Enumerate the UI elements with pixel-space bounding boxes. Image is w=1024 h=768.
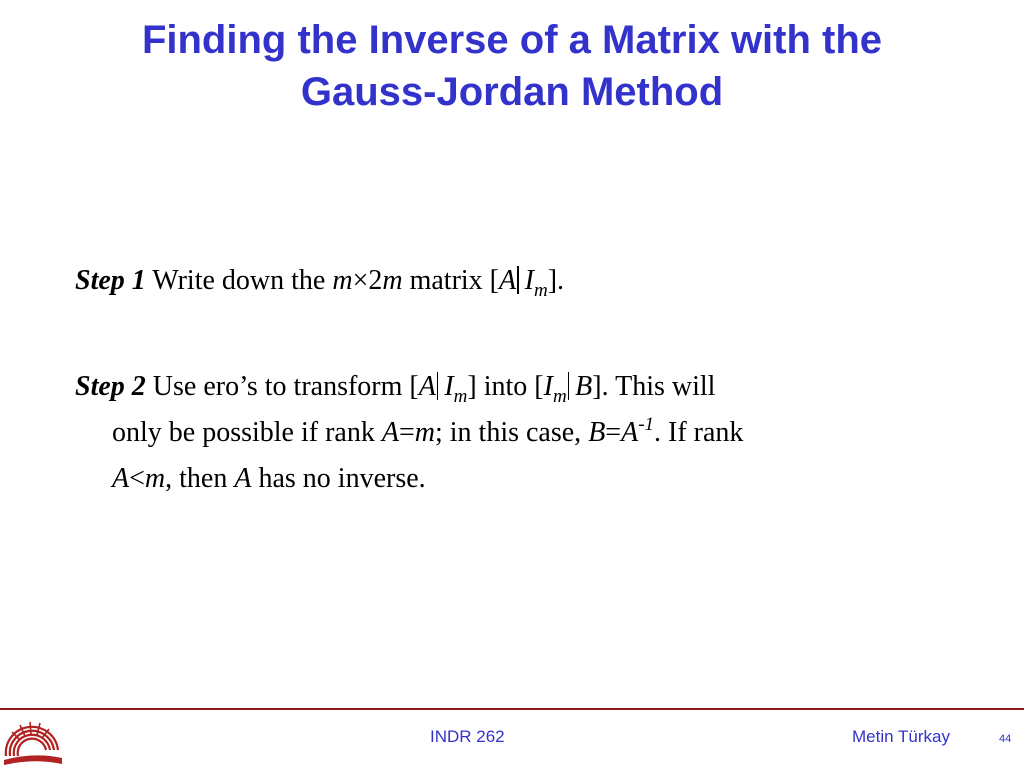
math-subscript-m: m bbox=[533, 280, 548, 301]
step-2-paragraph bbox=[75, 364, 975, 502]
step-2-text: only be possible if rank bbox=[112, 417, 382, 448]
math-A: A bbox=[418, 371, 436, 402]
footer-course: INDR 262 bbox=[430, 727, 505, 746]
math-A: A bbox=[234, 463, 252, 494]
step-2-text: ] into [ bbox=[467, 371, 544, 402]
math-B: B bbox=[575, 371, 593, 402]
augment-bar bbox=[517, 266, 519, 294]
math-subscript-m: m bbox=[453, 386, 468, 407]
slide-title bbox=[20, 14, 1004, 118]
step-2-text: has no inverse. bbox=[251, 463, 426, 494]
step-2-text: . If rank bbox=[654, 417, 744, 448]
math-equals: = bbox=[398, 417, 415, 448]
step-2-text: Use ero’s to transform [ bbox=[152, 371, 419, 402]
math-B: B bbox=[588, 417, 606, 448]
math-m: m bbox=[382, 265, 403, 296]
page-number: 44 bbox=[999, 733, 1012, 745]
step-1-label: Step 1 bbox=[75, 265, 146, 296]
math-m: m bbox=[332, 265, 353, 296]
step-1-text: matrix [ bbox=[402, 265, 500, 296]
math-I: I bbox=[543, 371, 553, 402]
title-line-1: Finding the Inverse of a Matrix with the bbox=[141, 18, 883, 62]
step-2-label: Step 2 bbox=[75, 371, 146, 402]
footer-author: Metin Türkay bbox=[852, 727, 950, 746]
step-1-text: ]. bbox=[547, 265, 565, 296]
math-A: A bbox=[621, 417, 639, 448]
math-equals: = bbox=[605, 417, 622, 448]
step-2-text: ; in this case, bbox=[434, 417, 589, 448]
math-A: A bbox=[112, 463, 130, 494]
math-superscript-inverse: -1 bbox=[638, 414, 655, 435]
step-2-line-3 bbox=[75, 456, 975, 502]
augment-bar bbox=[568, 372, 570, 400]
math-subscript-m: m bbox=[552, 386, 567, 407]
math-two: 2 bbox=[368, 265, 383, 296]
math-times: × bbox=[352, 265, 369, 296]
footer-divider bbox=[0, 708, 1024, 710]
step-2-line-1 bbox=[75, 371, 716, 407]
math-m: m bbox=[144, 463, 166, 494]
university-logo-icon bbox=[0, 710, 66, 766]
title-line-2: Gauss-Jordan Method bbox=[300, 70, 724, 114]
math-A: A bbox=[381, 417, 399, 448]
augment-bar bbox=[437, 372, 439, 400]
math-m: m bbox=[414, 417, 435, 448]
math-I: I bbox=[444, 371, 454, 402]
step-2-line-2 bbox=[75, 410, 975, 456]
step-2-text: , then bbox=[165, 463, 235, 494]
math-less-than: < bbox=[129, 463, 145, 494]
step-1-paragraph bbox=[75, 258, 975, 304]
math-I: I bbox=[524, 265, 534, 296]
step-2-text: ]. This will bbox=[592, 371, 716, 402]
math-A: A bbox=[499, 265, 517, 296]
step-1-text: Write down the bbox=[152, 265, 333, 296]
